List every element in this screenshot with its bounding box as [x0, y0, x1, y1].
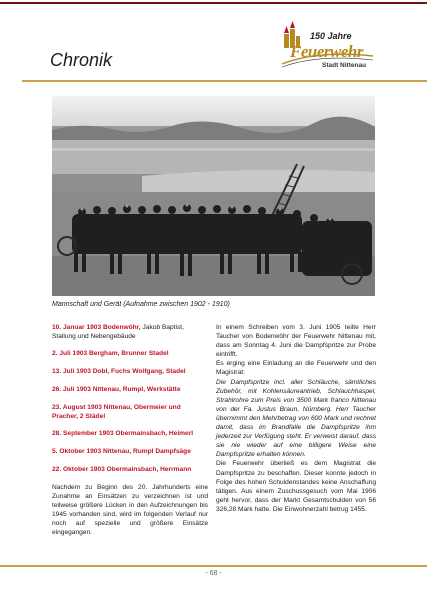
top-rule: [0, 2, 427, 4]
page-number: - 68 -: [205, 570, 222, 577]
left-column: [52, 323, 208, 537]
entry-date: 10. Januar 1903 Bodenwöhr,: [52, 324, 141, 331]
chronicle-entry: 23. August 1903 Nittenau, Obermeier und Pracher, 2 Städel: [52, 403, 181, 420]
body-paragraph: In einem Schreiben vom 3. Juni 1905 teilte Herr Taucher von Bodenwöhr der Feuerwehr Nittenau mit, dass am Sonntag 4. Juni die Dampfspritze zur Probe eintrifft.: [216, 324, 376, 359]
page-title: Chronik: [50, 50, 113, 70]
photo-caption: Mannschaft und Gerät (Aufnahme zwischen 1902 - 1910): [52, 301, 230, 308]
body-paragraph: Nachdem zu Beginn des 20. Jahrhunderts eine Zunahme an Einsätzen zu verzeichnen ist und teilweise größere Lücken in den Aufzeichnungen bis 1945 vorhanden sind, wird im folgenden Verlauf nur noch auf spezielle und größere Einsätze eingegangen.: [52, 483, 208, 536]
firefighters-photo-image: [52, 96, 375, 296]
chronicle-entry: 5. Oktober 1903 Nittenau, Rumpl Dampfsäge: [52, 448, 191, 456]
header-divider: [22, 80, 427, 82]
logo-wordmark: Feuerwehr: [290, 42, 363, 61]
chronicle-entry: 26. Juli 1903 Nittenau, Rumpl, Werkstätte: [52, 385, 181, 393]
footer-divider: [0, 565, 427, 567]
body-paragraph: Die Feuerwehr überließ es dem Magistrat die Dampfspritze zu beschaffen. Dieser konnte jedoch in Folge des hohen Schuldenstandes keine Anschaffung tätigen. Aus einem Zuschussgesuch vom Mai 1906 geht hervor, dass der Markt Gesamtschulden von 56 326,28 Mark hatte. Die Einwohnerzahl betrug 1455.: [216, 460, 376, 513]
logo-city: Stadt Nittenau: [322, 62, 367, 69]
quoted-invitation: Die Dampfspritze incl. aller Schläuche, sämtliches Zubehör, mit Kohlensäureantrieb, Schlauchhaspel, Strahlrohre zum Preis von 3500 Mark franco Nittenau von der Fa. Justus Braun, Nürnberg. Herr Taucher übernimmt den Mehrbetrag von 600 Mark und rechnet damit, dass im Brandfalle die Dampfspritze ihm jederzeit zur Verfügung steht. Er verweist darauf, dass sie nie wieder auf eine billigere Weise eine Dampfspritze erhalten können.: [216, 378, 376, 459]
body-paragraph: Es erging eine Einladung an die Feuerwehr und den Magistrat:: [216, 360, 376, 377]
entry-text: Jakob Baptist, Stallung und Nebengebäude: [52, 324, 184, 341]
chronicle-entry: 13. Juli 1903 Dobl, Fuchs Wolfgang, Stadel: [52, 368, 186, 376]
chronicle-entry: [52, 323, 208, 341]
chronicle-entry: 2. Juli 1903 Bergham, Brunner Stadel: [52, 350, 169, 358]
logo-years: 150 Jahre: [310, 31, 352, 41]
chronicle-entry: 22. Oktober 1903 Obermainsbach, Herrmann: [52, 465, 192, 473]
right-column: [216, 323, 376, 514]
historical-photo: [52, 96, 375, 296]
chronicle-entry: 28. September 1903 Obermainsbach, Heimerl: [52, 430, 194, 438]
anniversary-logo: [278, 20, 378, 78]
